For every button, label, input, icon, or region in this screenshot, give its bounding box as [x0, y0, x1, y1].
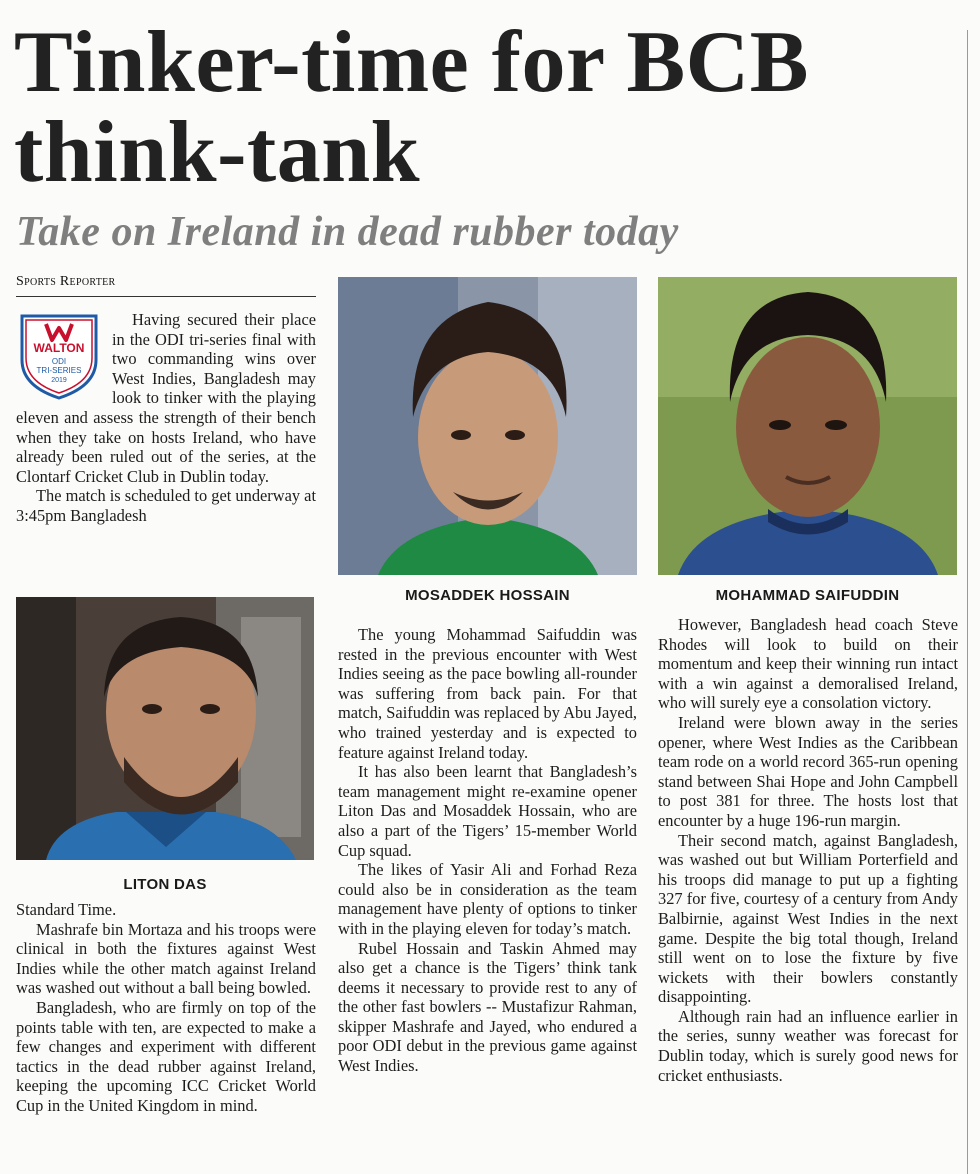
walton-tri-series-logo [18, 312, 100, 400]
paragraph: Having secured their place in the ODI tri-series final with two commanding wins over West Indies, Bangladesh may look to tinker with the playing eleven and assess the strength of their bench when they take on hosts Ireland, who have already been ruled out of the series, at the Clontarf Cricket Club in Dublin today. [16, 310, 316, 486]
paragraph: Standard Time. [16, 900, 117, 919]
column-2 [338, 625, 637, 1076]
paragraph: Bangladesh, who are firmly on top of the points table with ten, are expected to make a few changes and experiment with different tactics in the dead rubber against Ireland, keeping the upcoming ICC Cricket World Cup in the United Kingdom in mind. [16, 997, 316, 1115]
liton-das-photo [16, 597, 314, 860]
headline: Tinker-time for BCB think-tank [14, 14, 809, 201]
byline: Sports Reporter [16, 274, 316, 297]
paragraph: The likes of Yasir Ali and Forhad Reza could also be in consideration as the team management have plenty of options to tinker with in the playing eleven for today’s match. [338, 860, 637, 938]
paragraph: The young Mohammad Saifuddin was rested in the previous encounter with West Indies seeing as the pace bowling all-rounder was suffering from back pain. For that match, Saifuddin was replaced by Abu Jayed, who trained yesterday and is expected to feature against Ireland today. [338, 625, 637, 762]
paragraph: Rubel Hossain and Taskin Ahmed may also get a chance is the Tigers’ think tank deems it necessary to provide rest to any of the other fast bowlers -- Mustafizur Rahman, skipper Mashrafe and Jayed, who endured a poor ODI debut in the previous game against West Indies. [338, 938, 637, 1076]
svg-text:TRI-SERIES: TRI-SERIES [36, 366, 82, 375]
mohammad-saifuddin-photo [658, 277, 957, 575]
column-3 [658, 615, 958, 1085]
paragraph: The match is scheduled to get underway at 3:45pm Bangladesh [16, 486, 316, 525]
subheadline: Take on Ireland in dead rubber today [16, 209, 679, 255]
mohammad-saifuddin-caption: MOHAMMAD SAIFUDDIN [715, 587, 900, 604]
paragraph: Their second match, against Bangladesh, was washed out but William Porterfield and his troops did manage to put up a fighting 327 for five, courtesy of a century from Andy Balbirnie, against West Indies in the next game. Despite the big total though, Ireland still went on to lose the fixture by five wickets with their bowlers constantly disappointing. [658, 830, 958, 1007]
svg-text:2019: 2019 [51, 377, 67, 384]
mosaddek-hossain-caption: MOSADDEK HOSSAIN [405, 587, 570, 604]
svg-text:ODI: ODI [51, 357, 67, 366]
svg-text:WALTON: WALTON [33, 341, 85, 355]
paragraph: Although rain had an influence earlier in the series, sunny weather was forecast for Dublin today, which is surely good news for cricket enthusiasts. [658, 1006, 958, 1085]
page-edge-rule [967, 30, 968, 1174]
paragraph: It has also been learnt that Bangladesh’s team management might re-examine opener Liton Das and Mosaddek Hossain, who are also a part of the Tigers’ 15-member World Cup squad. [338, 762, 637, 860]
paragraph: Mashrafe bin Mortaza and his troops were clinical in both the fixtures against West Indies while the other match against Ireland was washed out without a ball being bowled. [16, 919, 316, 998]
paragraph: Ireland were blown away in the series opener, where West Indies as the Caribbean team rode on a world record 365-run opening stand between Shai Hope and John Campbell to post 381 for three. The hosts lost that encounter by a huge 196-run margin. [658, 712, 958, 830]
paragraph: However, Bangladesh head coach Steve Rhodes will look to build on their momentum and keep their winning run intact with a win against a demoralised Ireland, who will surely eye a consolation victory. [658, 615, 958, 713]
column-1-top [16, 310, 316, 526]
mosaddek-hossain-photo [338, 277, 637, 575]
liton-das-caption: LITON DAS [123, 876, 207, 893]
column-1-bottom [16, 900, 316, 1116]
